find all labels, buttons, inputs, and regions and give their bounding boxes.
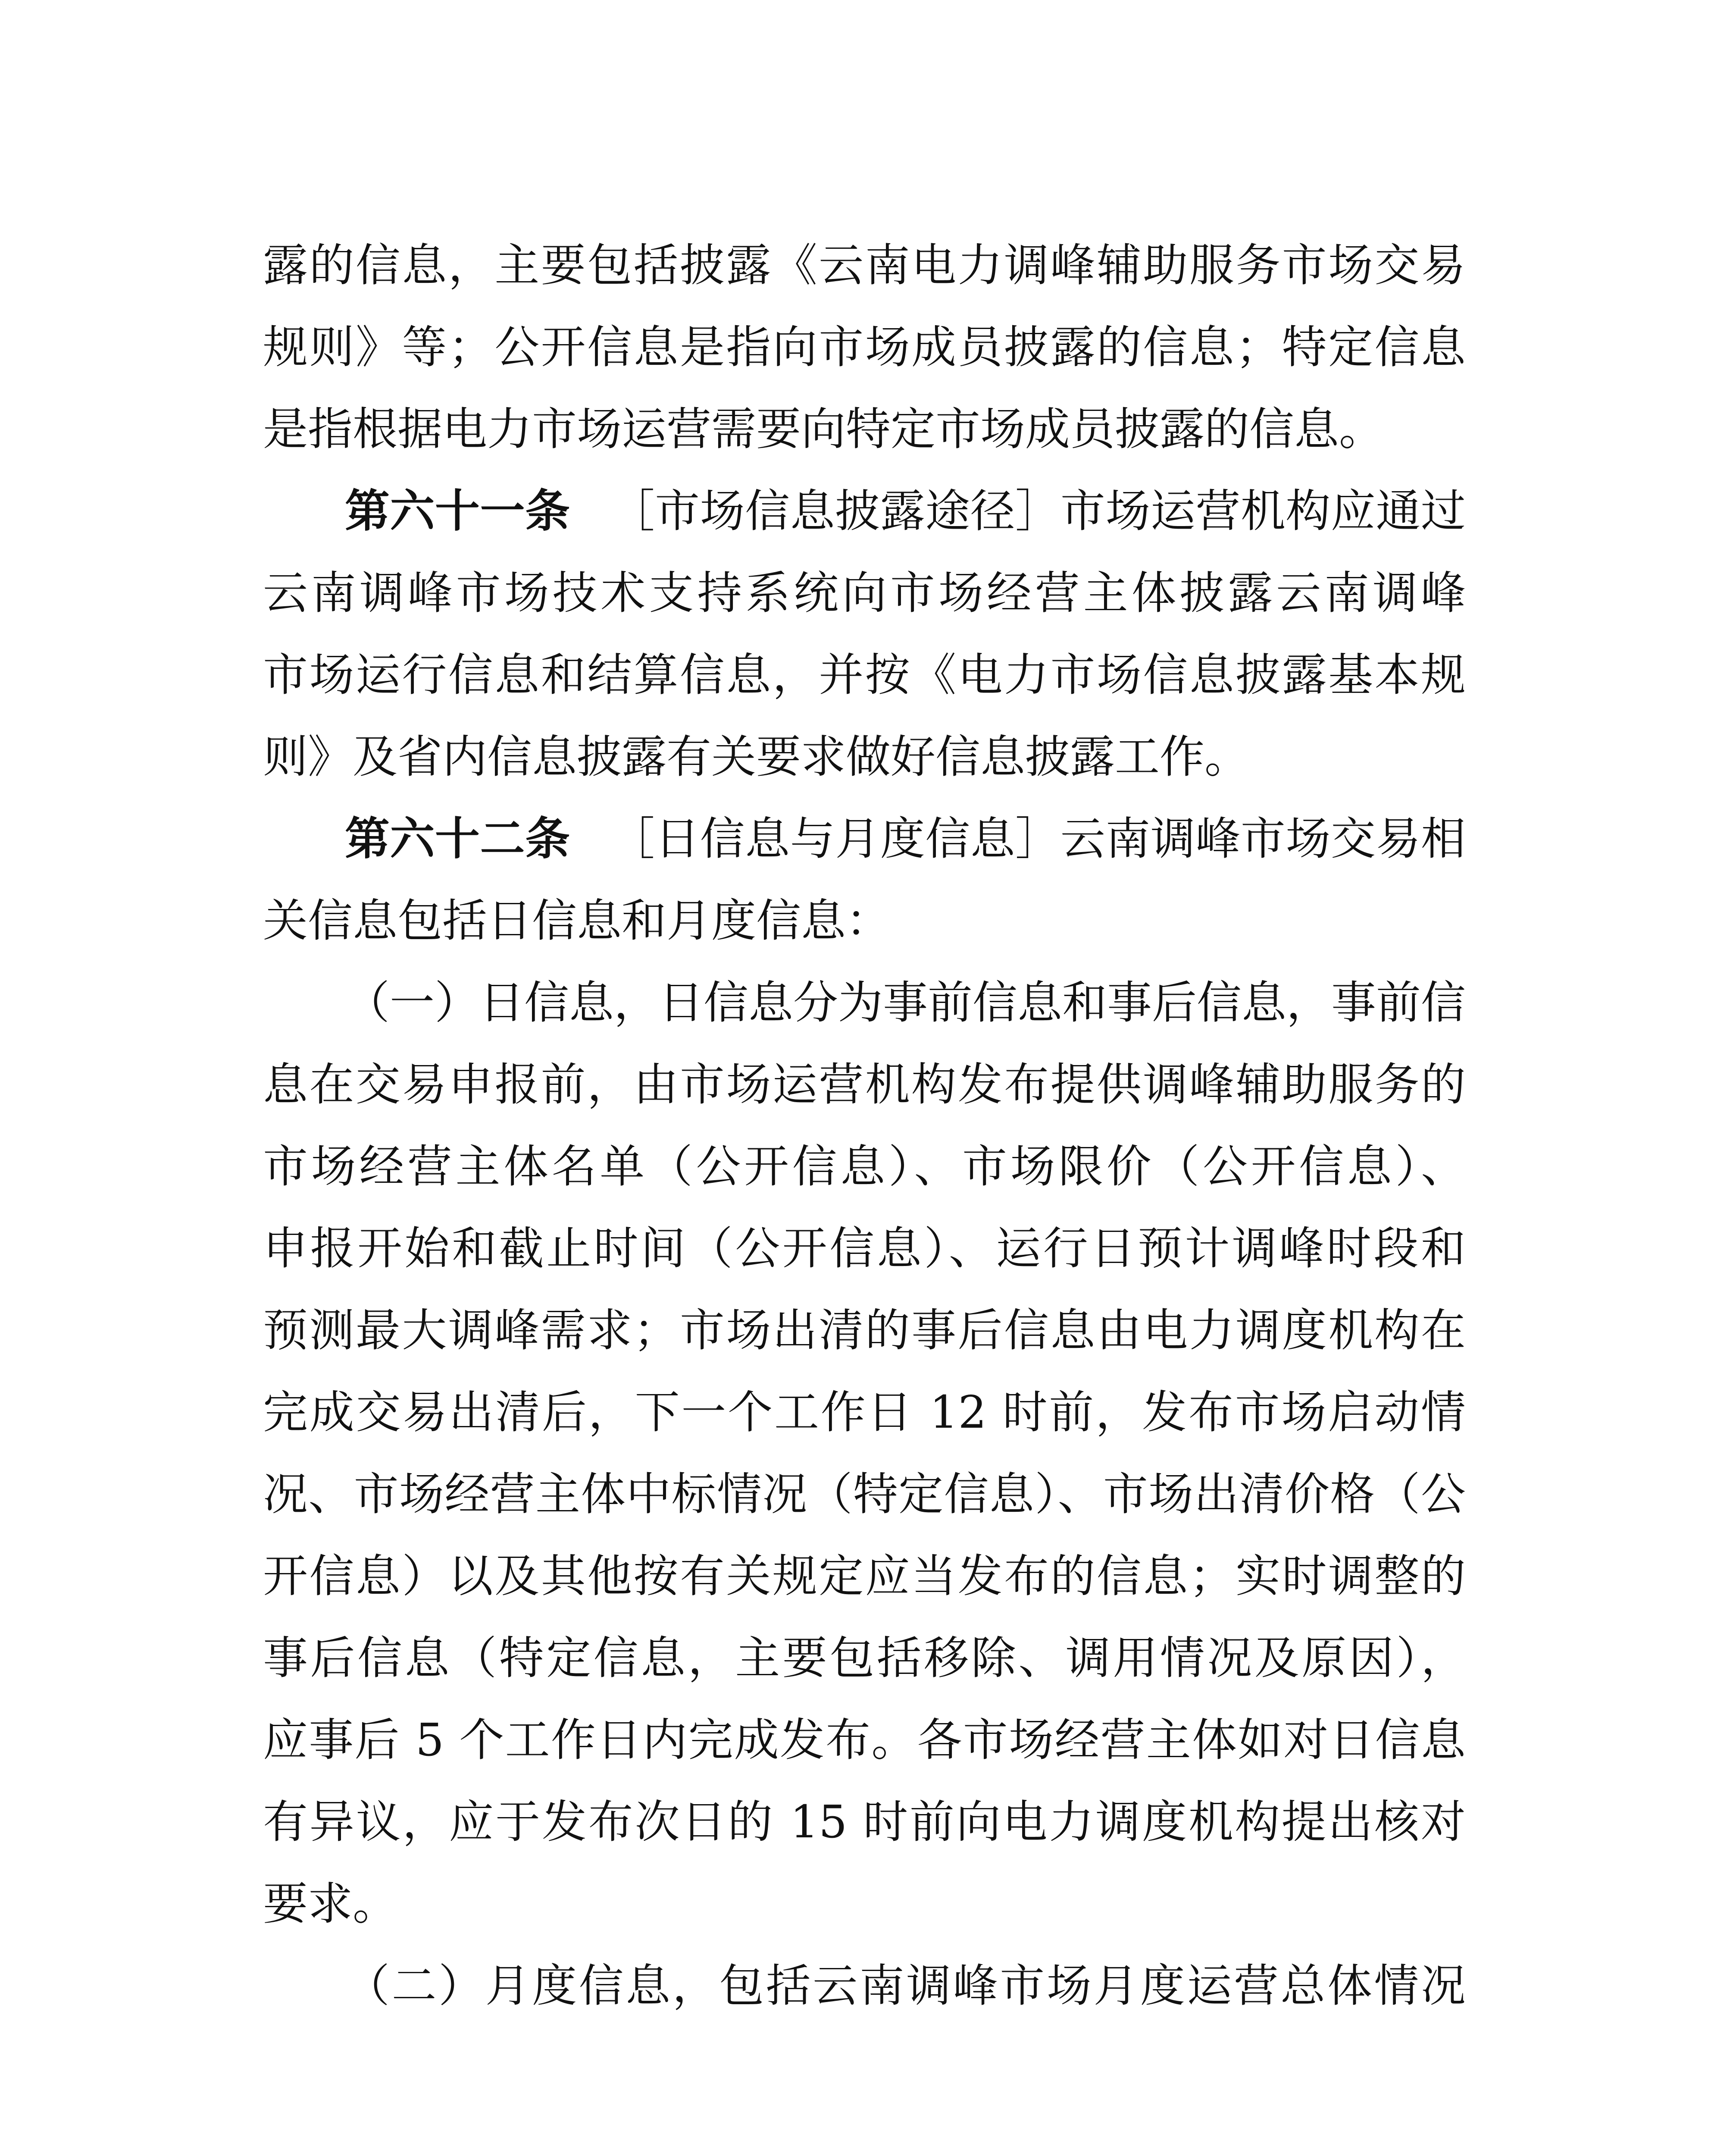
item-1-line-3: 市场经营主体名单（公开信息）、市场限价（公开信息）、 [263,1140,1466,1193]
article-61-label: 第六十一条 [345,484,570,537]
paragraph-line-3: 是指根据电力市场运营需要向特定市场成员披露的信息。 [263,403,1384,455]
article-61-line-2: 云南调峰市场技术支持系统向市场经营主体披露云南调峰 [263,567,1466,619]
item-1-line-5: 预测最大调峰需求；市场出清的事后信息由电力调度机构在 [263,1304,1466,1357]
article-62-line-2: 关信息包括日信息和月度信息： [263,894,891,947]
item-1-line-7: 况、市场经营主体中标情况（特定信息）、市场出清价格（公 [263,1468,1466,1520]
item-1-line-2: 息在交易申报前，由市场运营机构发布提供调峰辅助服务的 [263,1058,1466,1111]
item-1-line-10: 应事后 5 个工作日内完成发布。各市场经营主体如对日信息 [263,1714,1466,1766]
item-1-line-8: 开信息）以及其他按有关规定应当发布的信息；实时调整的 [263,1550,1466,1602]
item-1-first-line: （一）日信息，日信息分为事前信息和事后信息，事前信 [345,976,1466,1029]
article-62-label: 第六十二条 [345,812,570,865]
item-2-first-line: （二）月度信息，包括云南调峰市场月度运营总体情况 [345,1959,1466,2012]
article-61-heading-text: ［市场信息披露途径］市场运营机构应通过 [610,485,1466,537]
item-1-line-9: 事后信息（特定信息，主要包括移除、调用情况及原因）， [263,1632,1466,1684]
article-62-heading-text: ［日信息与月度信息］云南调峰市场交易相 [610,812,1466,865]
item-1-line-4: 申报开始和截止时间（公开信息）、运行日预计调峰时段和 [263,1222,1466,1275]
item-1-line-12: 要求。 [263,1877,398,1930]
item-1-line-6: 完成交易出清后，下一个工作日 12 时前，发布市场启动情 [263,1386,1466,1438]
paragraph-line-2: 规则》等；公开信息是指向市场成员披露的信息；特定信息 [263,321,1466,373]
article-61-line-3: 市场运行信息和结算信息，并按《电力市场信息披露基本规 [263,649,1466,701]
article-62-first-line [263,798,1466,880]
article-61-line-4: 则》及省内信息披露有关要求做好信息披露工作。 [263,730,1250,783]
paragraph-line-1: 露的信息，主要包括披露《云南电力调峰辅助服务市场交易 [263,239,1466,291]
item-1-line-11: 有异议，应于发布次日的 15 时前向电力调度机构提出核对 [263,1796,1466,1848]
document-body [263,224,1466,2027]
article-61-first-line [263,470,1466,552]
